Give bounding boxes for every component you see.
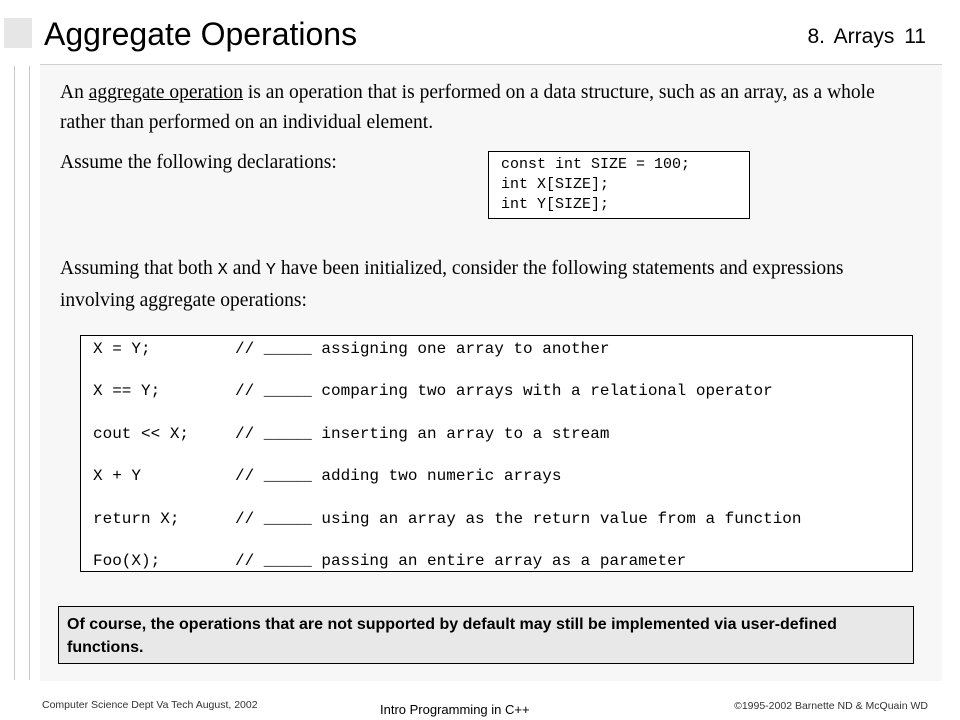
assumption-text: and	[227, 258, 266, 279]
slide-title: Aggregate Operations	[44, 16, 358, 52]
declarations-label: Assume the following declarations:	[60, 152, 337, 173]
page-number: 11	[904, 25, 926, 48]
declarations-code-box	[488, 151, 750, 219]
statement-code: X == Y;	[93, 382, 161, 400]
statement-row	[93, 338, 609, 360]
statement-comment: // _____ passing an entire array as a parameter	[235, 552, 687, 570]
intro-paragraph	[60, 78, 910, 138]
chapter-name: 8. Arrays	[807, 25, 895, 48]
statement-comment: // _____ comparing two arrays with a relational operator	[235, 382, 773, 400]
corner-decoration	[4, 18, 32, 48]
assumption-text: Assuming that both	[60, 258, 218, 279]
statement-row	[93, 380, 773, 402]
statement-comment: // _____ inserting an array to a stream	[235, 425, 610, 443]
declaration-line: int Y[SIZE];	[501, 196, 610, 213]
statement-code: Foo(X);	[93, 552, 161, 570]
statement-comment: // _____ using an array as the return value from a function	[235, 510, 802, 528]
assumption-text: have been initialized, consider the following statements and expressions involving aggregate operations:	[60, 258, 844, 311]
footer-department: Computer Science Dept Va Tech August, 2002	[42, 699, 258, 711]
chapter-label	[807, 25, 926, 49]
footer-copyright: ©1995-2002 Barnette ND & McQuain WD	[734, 700, 928, 712]
statements-code-box	[80, 335, 913, 572]
declaration-line: const int SIZE = 100;	[501, 156, 691, 173]
statement-comment: // _____ adding two numeric arrays	[235, 467, 562, 485]
aggregate-operation-term: aggregate operation	[88, 82, 244, 103]
intro-suffix: is an operation that is performed on a data structure, such as an array, as a whole rather than performed on an individual element.	[60, 82, 875, 133]
statement-row	[93, 423, 609, 445]
statement-code: cout << X;	[93, 425, 190, 443]
declaration-line: int X[SIZE];	[501, 176, 610, 193]
statement-code: return X;	[93, 510, 180, 528]
note-callout: Of course, the operations that are not supported by default may still be implemented via user-defined functions.	[58, 606, 914, 664]
intro-prefix: An	[60, 82, 89, 103]
var-x: X	[217, 261, 228, 280]
footer-course: Intro Programming in C++	[380, 702, 530, 717]
left-margin-rule	[14, 66, 30, 680]
var-y: Y	[265, 261, 276, 280]
statement-comment: // _____ assigning one array to another	[235, 340, 610, 358]
statement-row	[93, 550, 686, 572]
statement-row	[93, 508, 802, 530]
assumption-paragraph	[60, 254, 910, 316]
statement-row	[93, 465, 561, 487]
left-margin-rule-inner	[29, 66, 30, 680]
statement-code: X = Y;	[93, 340, 151, 358]
statement-code: X + Y	[93, 467, 142, 485]
